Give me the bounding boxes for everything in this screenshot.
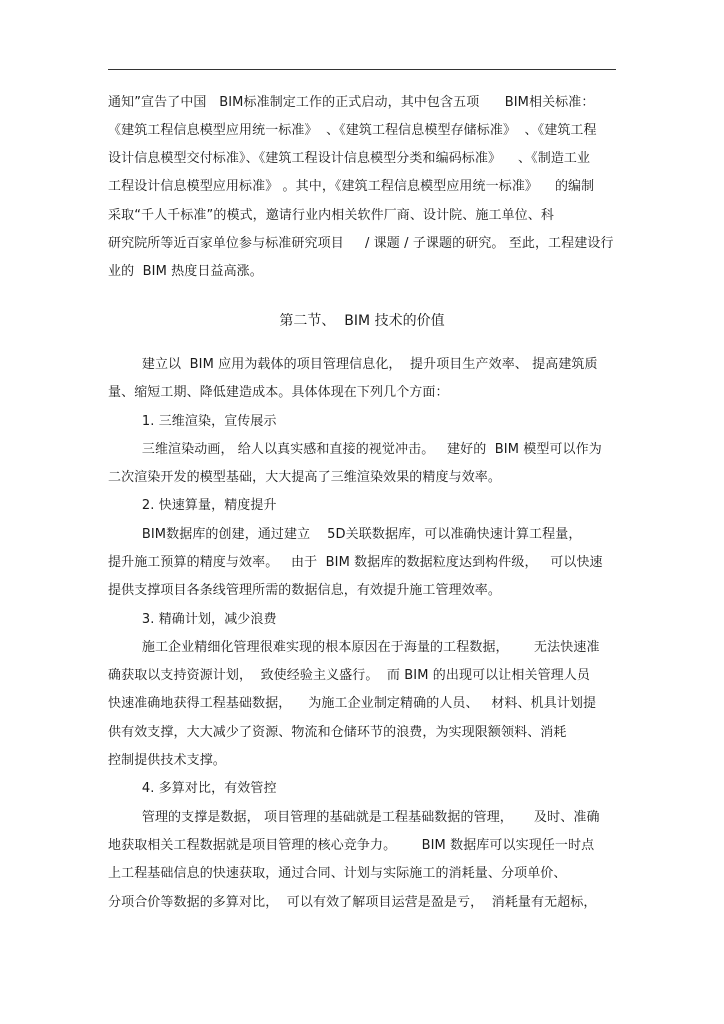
text-line: 管理的支撑是数据， 项目管理的基础就是工程基础数据的管理， 及时、准确	[108, 810, 600, 825]
text-line: 地获取相关工程数据就是项目管理的核心竞争力。 BIM 数据库可以实现任一时点	[108, 838, 595, 853]
text-line: 施工企业精细化管理很难实现的根本原因在于海量的工程数据， 无法快速准	[108, 640, 600, 655]
list-heading: 2. 快速算量，精度提升	[108, 498, 277, 513]
text-line: 设计信息模型交付标准》、《建筑工程设计信息模型分类和编码标准》 、《制造工业	[108, 151, 591, 166]
text-line: 三维渲染动画， 给人以真实感和直接的视觉冲击。 建好的 BIM 模型可以作为	[108, 442, 602, 457]
text-line: 通知”宣告了中国 BIM标准制定工作的正式启动，其中包含五项 BIM相关标准：	[108, 95, 595, 110]
section-heading: 第二节、 BIM 技术的价值	[279, 313, 445, 329]
text-line: 《建筑工程信息模型应用统一标准》 、《建筑工程信息模型存储标准》 、《建筑工程	[108, 123, 597, 138]
list-heading: 4. 多算对比，有效管控	[108, 781, 277, 796]
text-line: 工程设计信息模型应用标准》 。其中，《建筑工程信息模型应用统一标准》 的编制	[108, 179, 595, 194]
text-line: 提升施工预算的精度与效率。 由于 BIM 数据库的数据粒度达到构件级， 可以快速	[108, 555, 603, 570]
text-line: BIM数据库的创建，通过建立 5D关联数据库，可以准确快速计算工程量，	[108, 527, 582, 542]
text-line: 研究院所等近百家单位参与标准研究项目 / 课题 / 子课题的研究。 至此，工程建设行	[108, 236, 614, 251]
text-line: 建立以 BIM 应用为载体的项目管理信息化， 提升项目生产效率、 提高建筑质	[108, 357, 598, 372]
text-line: 采取“千人千标准”的模式，邀请行业内相关软件厂商、设计院、施工单位、科	[108, 208, 554, 223]
text-line: 分项合价等数据的多算对比， 可以有效了解项目运营是盈是亏， 消耗量有无超标，	[108, 895, 597, 910]
text-line: 上工程基础信息的快速获取，通过合同、计划与实际施工的消耗量、分项单价、	[108, 866, 567, 881]
list-heading: 3. 精确计划，减少浪费	[108, 612, 277, 627]
text-line: 快速准确地获得工程基础数据， 为施工企业制定精确的人员、 材料、机具计划提	[108, 696, 597, 711]
list-heading: 1. 三维渲染，宣传展示	[108, 414, 277, 429]
text-line: 业的 BIM 热度日益高涨。	[108, 264, 263, 279]
text-line: 确获取以支持资源计划， 致使经验主义盛行。 而 BIM 的出现可以让相关管理人员	[108, 668, 590, 683]
text-line: 供有效支撑，大大减少了资源、物流和仓储环节的浪费，为实现限额领料、消耗	[108, 725, 567, 740]
text-line: 二次渲染开发的模型基础，大大提高了三维渲染效果的精度与效率。	[108, 470, 502, 485]
text-line: 量、缩短工期、降低建造成本。具体体现在下列几个方面：	[108, 385, 449, 400]
text-line: 提供支撑项目各条线管理所需的数据信息，有效提升施工管理效率。	[108, 583, 502, 598]
header-rule	[108, 69, 616, 70]
text-line: 控制提供技术支撑。	[108, 753, 226, 768]
